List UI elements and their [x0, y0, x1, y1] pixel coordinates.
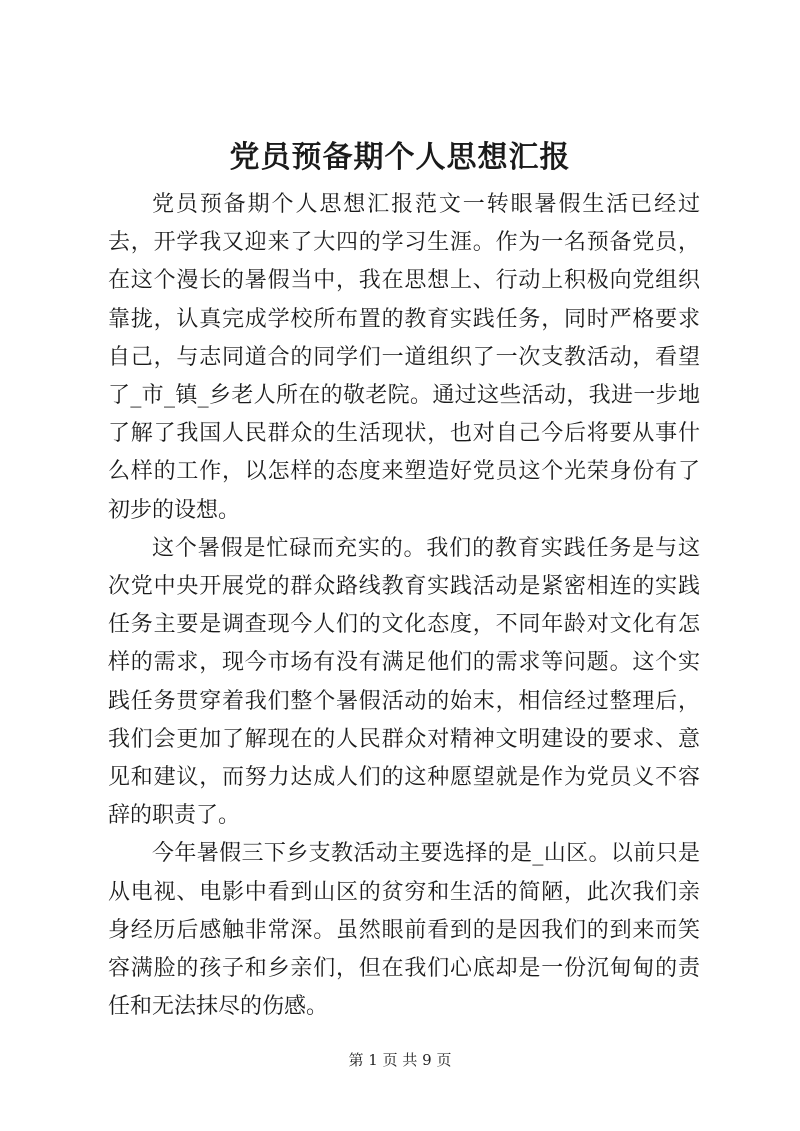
page-number-footer: 第 1 页 共 9 页 — [348, 1051, 452, 1069]
document-title: 党员预备期个人思想汇报 — [229, 140, 571, 175]
paragraph-1: 党员预备期个人思想汇报范文一转眼暑假生活已经过去，开学我又迎来了大四的学习生涯。作为一名预备党员，在这个漫长的暑假当中，我在思想上、行动上积极向党组织靠拢，认真完成学校所布置的教育实践任务，同时严格要求自己，与志同道合的同学们一道组织了一次支教活动，看望了_市_镇_乡老人所在的敬老院。通过这些活动，我进一步地了解了我国人民群众的生活现状，也对自己今后将要从事什么样的工作，以怎样的态度来塑造好党员这个光荣身份有了初步的设想。 — [108, 192, 700, 523]
document-body — [108, 186, 700, 1026]
paragraph-2: 这个暑假是忙碌而充实的。我们的教育实践任务是与这次党中央开展党的群众路线教育实践活动是紧密相连的实践任务主要是调查现今人们的文化态度，不同年龄对文化有怎样的需求，现今市场有没有满足他们的需求等问题。这个实践任务贯穿着我们整个暑假活动的始末，相信经过整理后，我们会更加了解现在的人民群众对精神文明建设的要求、意见和建议，而努力达成人们的这种愿望就是作为党员义不容辞的职责了。 — [108, 535, 700, 829]
paragraph-3: 今年暑假三下乡支教活动主要选择的是_山区。以前只是从电视、电影中看到山区的贫穷和生活的简陋，此次我们亲身经历后感触非常深。虽然眼前看到的是因我们的到来而笑容满脸的孩子和乡亲们，但在我们心底却是一份沉甸甸的责任和无法抹尽的伤感。 — [108, 841, 700, 1020]
